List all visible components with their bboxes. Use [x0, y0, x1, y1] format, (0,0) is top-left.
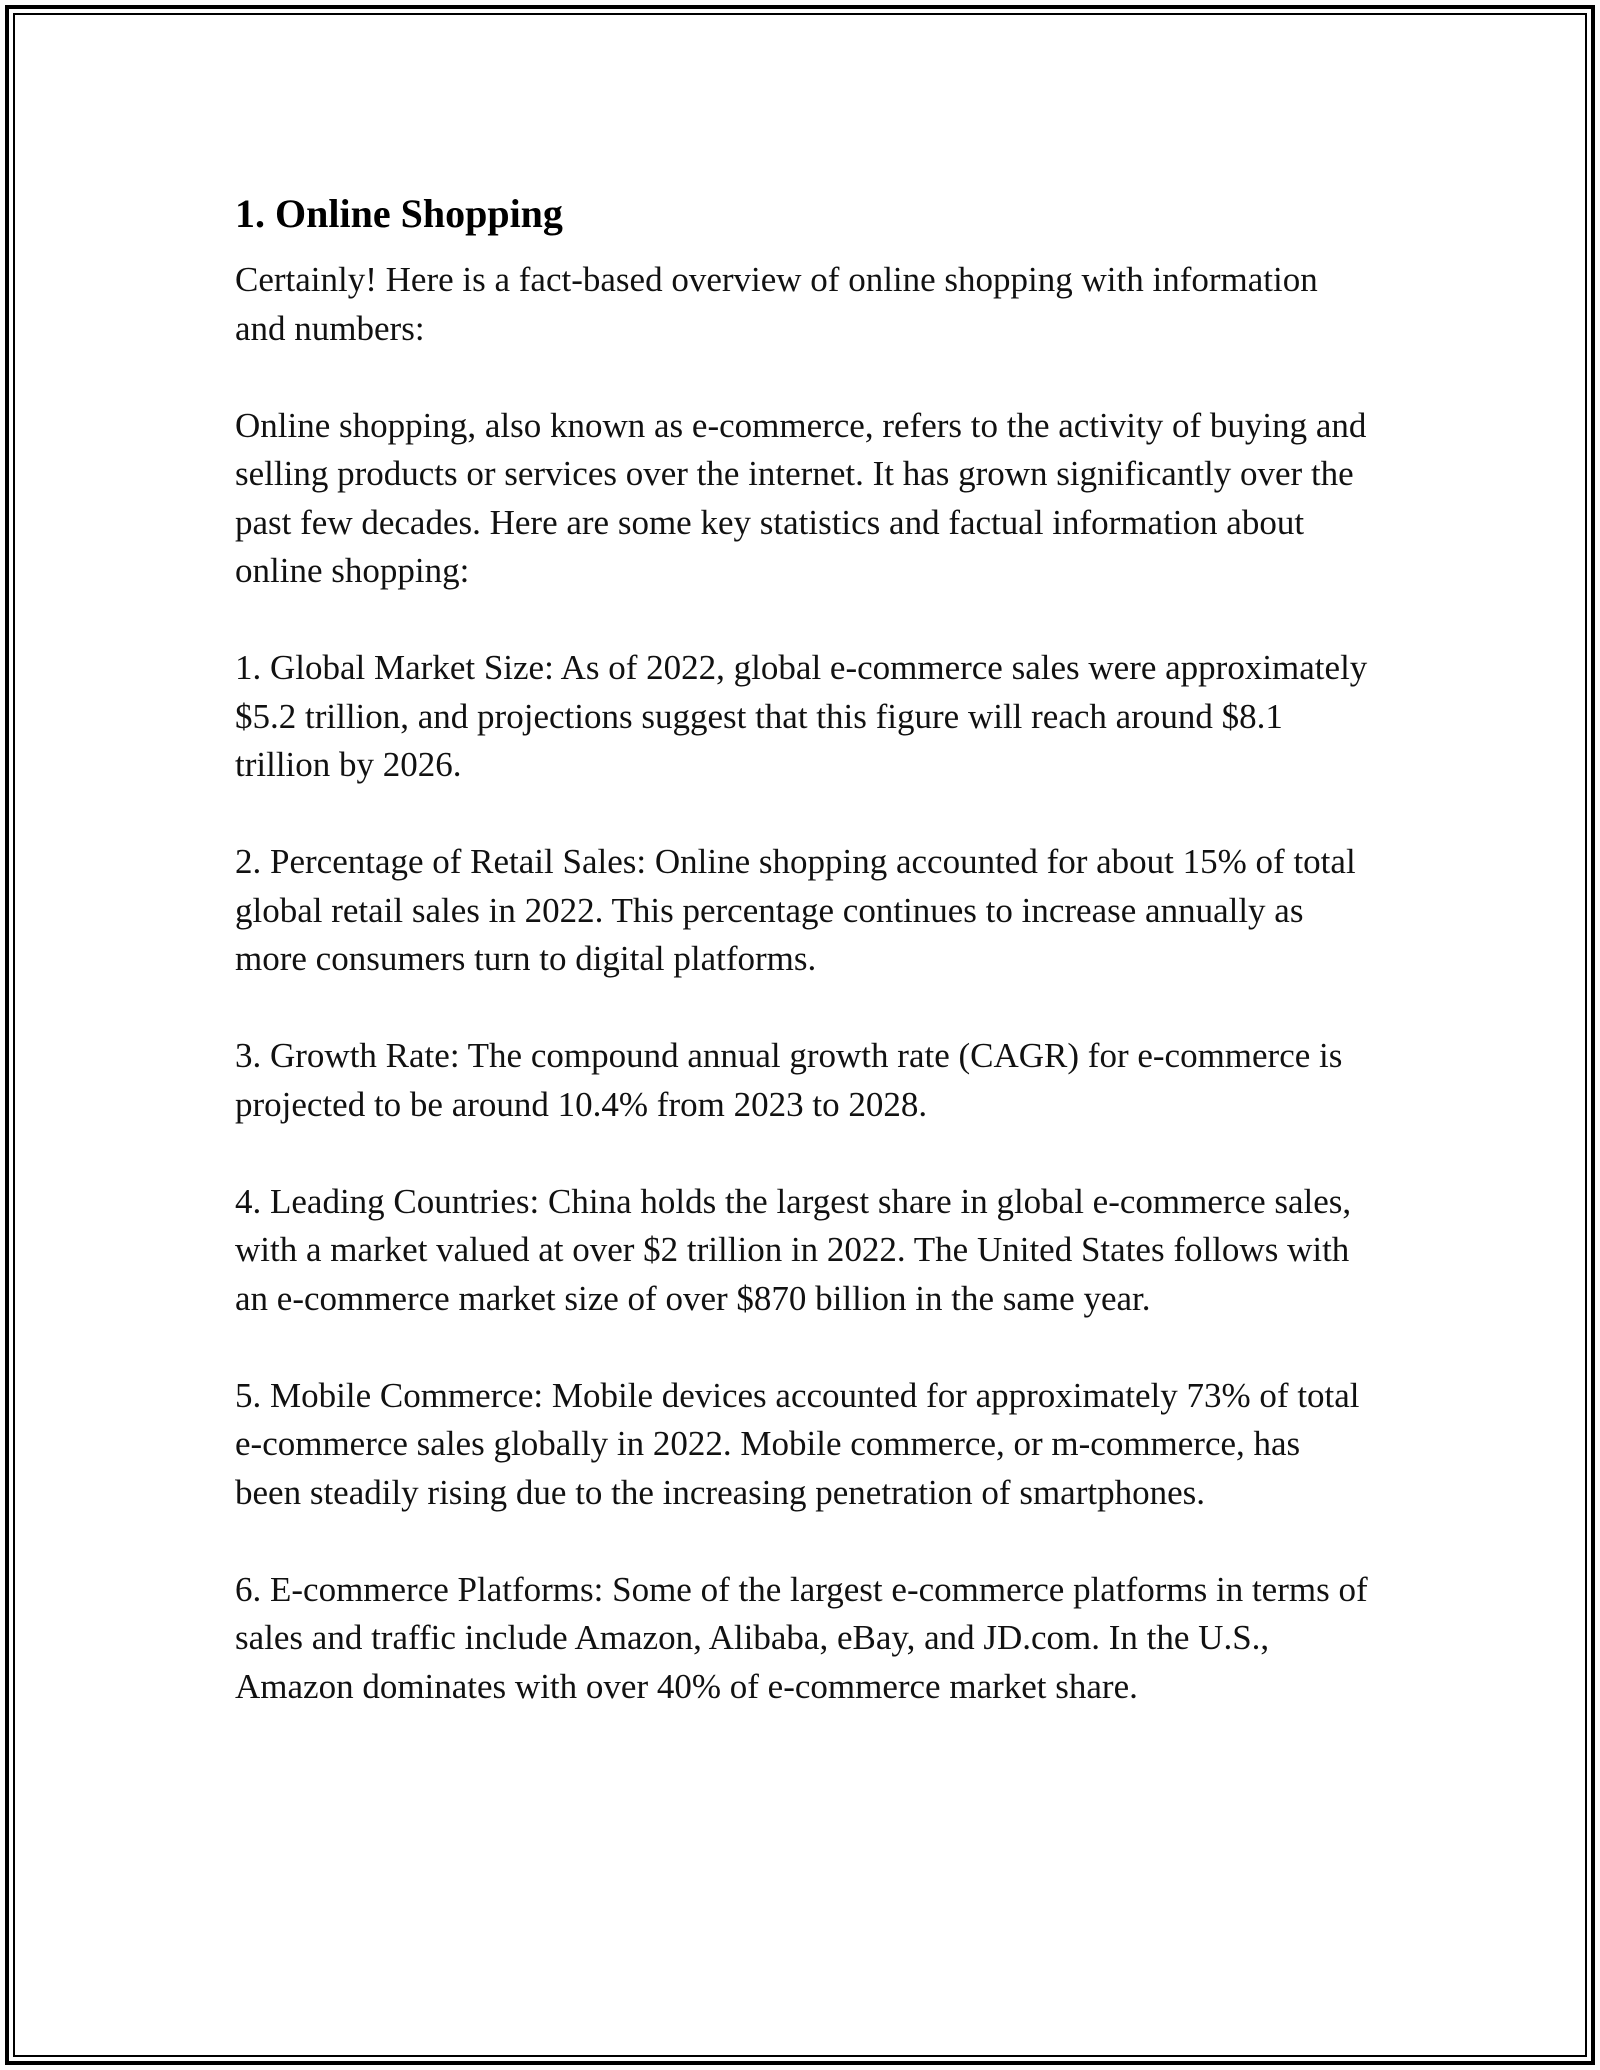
stat-growth-rate: 3. Growth Rate: The compound annual growth rate (CAGR) for e-commerce is projected to be around 10.4% from 2023 to 2028.	[235, 1036, 1343, 1124]
stat-mobile-commerce: 5. Mobile Commerce: Mobile devices accounted for approximately 73% of total e-commerce sales globally in 2022. Mobile commerce, or m-commerce, has been steadily rising due to the increasing penetration of smartphones.	[235, 1375, 1360, 1512]
stat-global-market-size: 1. Global Market Size: As of 2022, global e-commerce sales were approximately $5.2 trillion, and projections suggest that this figure will reach around $8.1 trillion by 2026.	[235, 648, 1368, 784]
stat-retail-sales-percentage: 2. Percentage of Retail Sales: Online shopping accounted for about 15% of total global retail sales in 2022. This percentage continues to increase annually as more consumers turn to digital platforms.	[235, 842, 1356, 978]
section-heading: 1. Online Shopping	[235, 191, 563, 236]
stat-ecommerce-platforms: 6. E-commerce Platforms: Some of the largest e-commerce platforms in terms of sales and traffic include Amazon, Alibaba, eBay, and JD.com. In the U.S., Amazon dominates with over 40% of e-commerce market share.	[235, 1569, 1368, 1706]
stat-leading-countries: 4. Leading Countries: China holds the largest share in global e-commerce sales, with a market valued at over $2 trillion in 2022. The United States follows with an e-commerce market size of over $870 billion in the same year.	[235, 1181, 1352, 1318]
document-body	[235, 186, 1370, 1711]
overview-paragraph: Online shopping, also known as e-commerce, refers to the activity of buying and selling products or services over the internet. It has grown significantly over the past few decades. Here are some key statistics and factual information about online shopping:	[235, 405, 1367, 590]
intro-paragraph: Certainly! Here is a fact-based overview of online shopping with information and numbers:	[235, 260, 1318, 348]
